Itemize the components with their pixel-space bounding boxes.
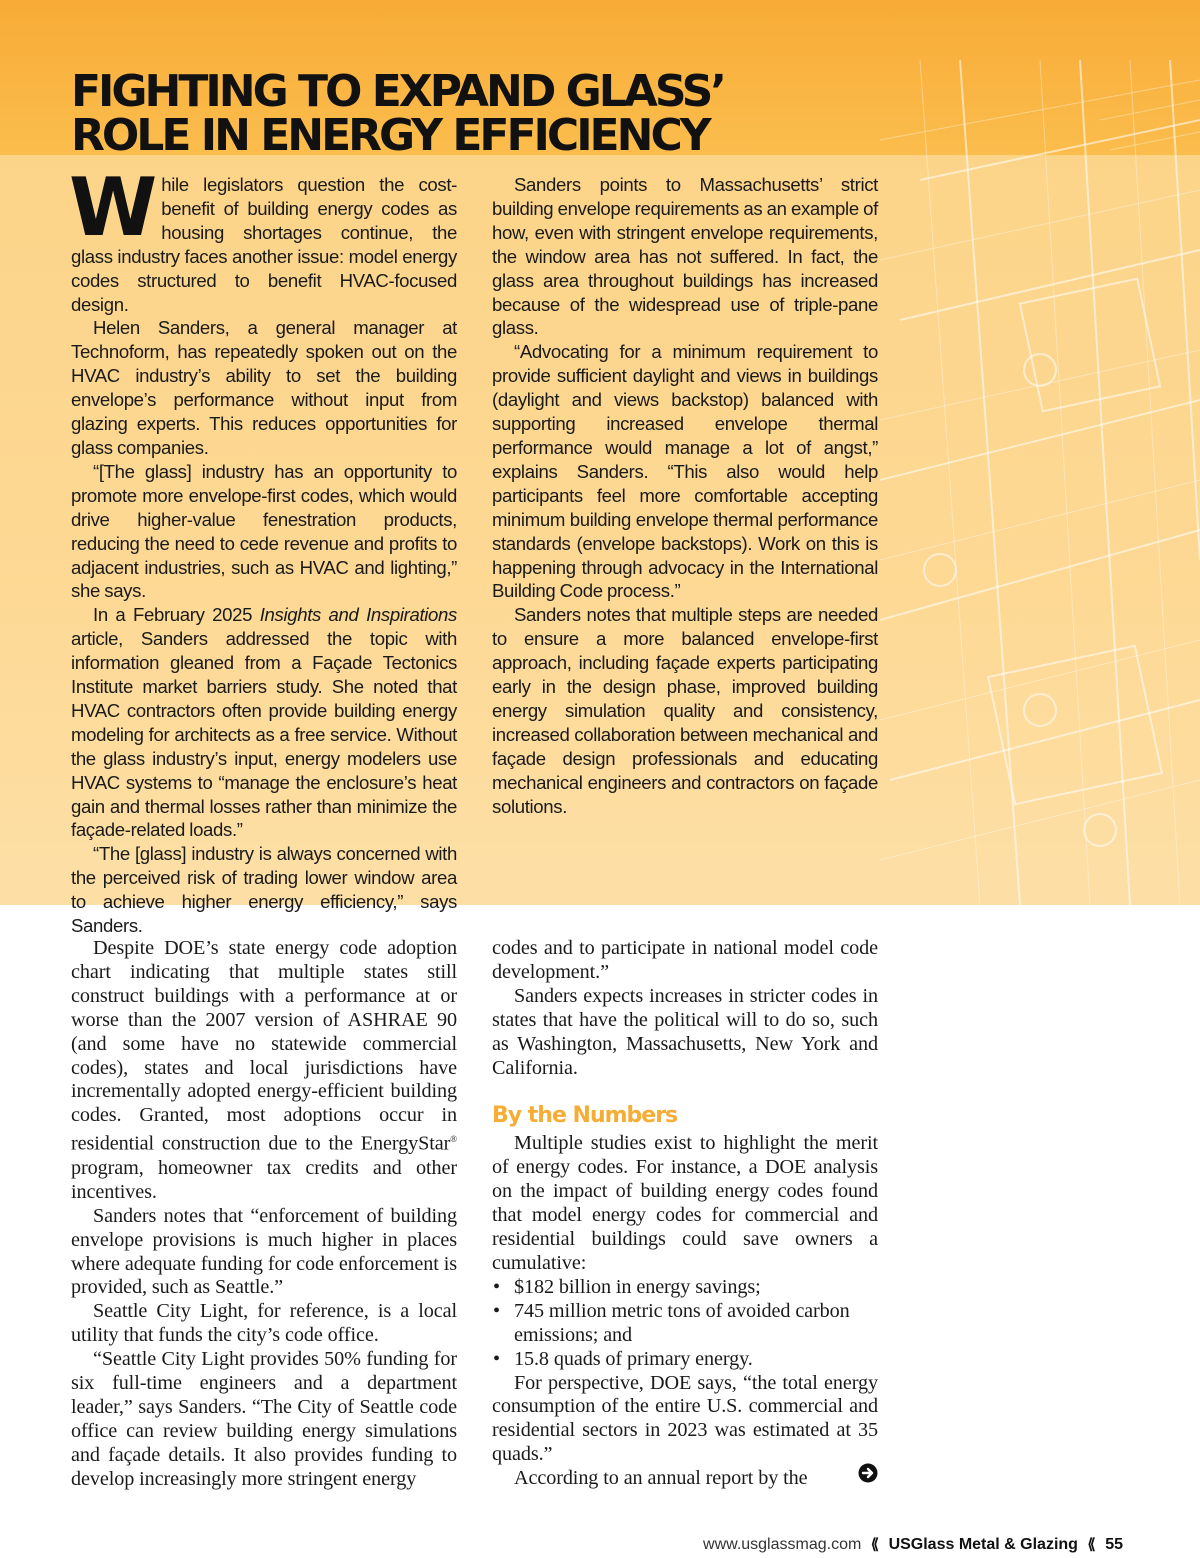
- list-item-text: $182 billion in energy savings;: [514, 1275, 761, 1298]
- headline-line-1: FIGHTING TO EXPAND GLASS’: [71, 66, 724, 117]
- bullet-icon: •: [493, 1347, 500, 1370]
- body-right-paragraph-1: codes and to participate in national model code development.”: [492, 937, 878, 983]
- list-item: [492, 1300, 878, 1348]
- body-right-paragraph-5: According to an annual report by the: [514, 1467, 808, 1490]
- body-right-paragraph-4: For perspective, DOE says, “the total energy consumption of the entire U.S. commercial and residential sectors in 2023 was estimated at 35 quads.”: [492, 1371, 878, 1466]
- intro-paragraph-4-a: In a February 2025: [93, 604, 260, 626]
- intro-right-paragraph-3: Sanders notes that multiple steps are needed to ensure a more balanced envelope-first approach, including façade experts participating early in the design phase, improved building energy simulation quality and consistency, increased collaboration between mechanical and façade design professionals and educating mechanical engineers and contractors on façade solutions.: [492, 604, 878, 817]
- intro-column-right: [492, 173, 878, 818]
- intro-paragraph-2: Helen Sanders, a general manager at Technoform, has repeatedly spoken out on the HVAC industry’s ability to set the building envelope’s performance without input from glazing experts. This reduces opportunities for glass companies.: [71, 317, 457, 458]
- footer-separator: ⟪: [870, 1536, 880, 1553]
- intro-paragraph-5: “The [glass] industry is always concerned with the perceived risk of trading lower window area to achieve higher energy efficiency,” says Sanders.: [71, 843, 457, 937]
- body-paragraph-3: Seattle City Light, for reference, is a local utility that funds the city’s code office.: [71, 1300, 457, 1347]
- intro-right-paragraph-2: “Advocating for a minimum requirement to provide sufficient daylight and views in buildings (daylight and views backstop) balanced with supporting increased envelope thermal performance would manage a lot of angst,” explains Sanders. “This also would help participants feel more comfortable accepting minimum building envelope thermal performance standards (envelope backstops). Work on this is happening through advocacy in the International Building Code process.”: [492, 341, 878, 602]
- bullet-icon: •: [493, 1299, 500, 1322]
- body-right-paragraph-2: Sanders expects increases in stricter codes in states that have the political will to do so, such as Washington, Massachusetts, New York and California.: [492, 984, 878, 1079]
- intro-right-paragraph-1: Sanders points to Massachusetts’ strict building envelope requirements as an example of how, even with stringent envelope requirements, the window area has not suffered. In fact, the glass area throughout buildings has increased because of the widespread use of triple-pane glass.: [492, 174, 878, 339]
- body-column-right: [492, 937, 878, 1491]
- footer-separator: ⟪: [1087, 1536, 1096, 1553]
- page-footer: [703, 1533, 1123, 1557]
- footer-magazine: USGlass Metal & Glazing: [888, 1536, 1078, 1553]
- bullet-icon: •: [493, 1275, 500, 1298]
- article-headline: [71, 66, 871, 161]
- intro-paragraph-3: “[The glass] industry has an opportunity to promote more envelope-first codes, which would drive higher-value fenestration products, reducing the need to cede revenue and profits to adjacent industries, such as HVAC and lighting,” she says.: [71, 460, 457, 602]
- list-item-text: 15.8 quads of primary energy.: [514, 1347, 753, 1370]
- list-item: [492, 1348, 878, 1372]
- intro-paragraph-1: [69, 161, 457, 316]
- body-paragraph-1: [71, 937, 457, 1205]
- headline-line-2: ROLE IN ENERGY EFFICIENCY: [71, 110, 709, 161]
- body-paragraph-1-b: program, homeowner tax credits and other incentives.: [71, 1156, 457, 1203]
- body-paragraph-2: Sanders notes that “enforcement of building envelope provisions is much higher in places where adequate funding for code enforcement is provided, such as Seattle.”: [71, 1204, 457, 1299]
- registered-mark: ®: [450, 1134, 457, 1145]
- footer-url[interactable]: www.usglassmag.com: [703, 1536, 862, 1553]
- intro-column-left: [69, 161, 457, 938]
- body-right-paragraph-3: Multiple studies exist to highlight the merit of energy codes. For instance, a DOE analysis on the impact of building energy codes found that model energy codes for commercial and residential buildings could save owners a cumulative:: [492, 1132, 878, 1274]
- blueprint-illustration: [880, 60, 1200, 905]
- drop-cap: W: [69, 161, 154, 254]
- continued-arrow-icon[interactable]: [858, 1463, 878, 1483]
- page-number: 55: [1105, 1536, 1123, 1553]
- statistics-list: [492, 1276, 878, 1372]
- body-paragraph-4: “Seattle City Light provides 50% funding for six full-time engineers and a department leader,” says Sanders. “The City of Seattle code office can review building energy simulations and façade details. It also provides funding to develop increasingly more stringent energy: [71, 1348, 457, 1490]
- body-paragraph-1-a: Despite DOE’s state energy code adoption chart indicating that multiple states still construct buildings with a performance at or worse than the 2007 version of ASHRAE 90 (and some have no statewide commercial codes), states and local jurisdictions have incrementally adopted energy-efficient building codes. Granted, most adoptions occur in residential construction due to the EnergyStar: [71, 937, 457, 1155]
- intro-paragraph-4-b: article, Sanders addressed the topic with information gleaned from a Façade Tectonics Institute market barriers study. She noted that HVAC contractors often provide building energy modeling for architects as a free service. Without the glass industry’s input, energy modelers use HVAC systems to “manage the enclosure’s heat gain and thermal losses rather than minimize the façade-related loads.”: [71, 628, 457, 841]
- intro-paragraph-1-text: hile legislators question the cost-benefit of building energy codes as housing shortages continue, the glass industry faces another issue: model energy codes structured to benefit HVAC-focused design.: [71, 174, 457, 315]
- list-item: [492, 1276, 878, 1300]
- intro-paragraph-4: [71, 603, 457, 842]
- section-heading: By the Numbers: [492, 1103, 678, 1129]
- list-item-text: 745 million metric tons of avoided carbon emissions; and: [514, 1299, 850, 1346]
- publication-title: Insights and Inspirations: [259, 604, 457, 626]
- body-column-left: [71, 937, 457, 1492]
